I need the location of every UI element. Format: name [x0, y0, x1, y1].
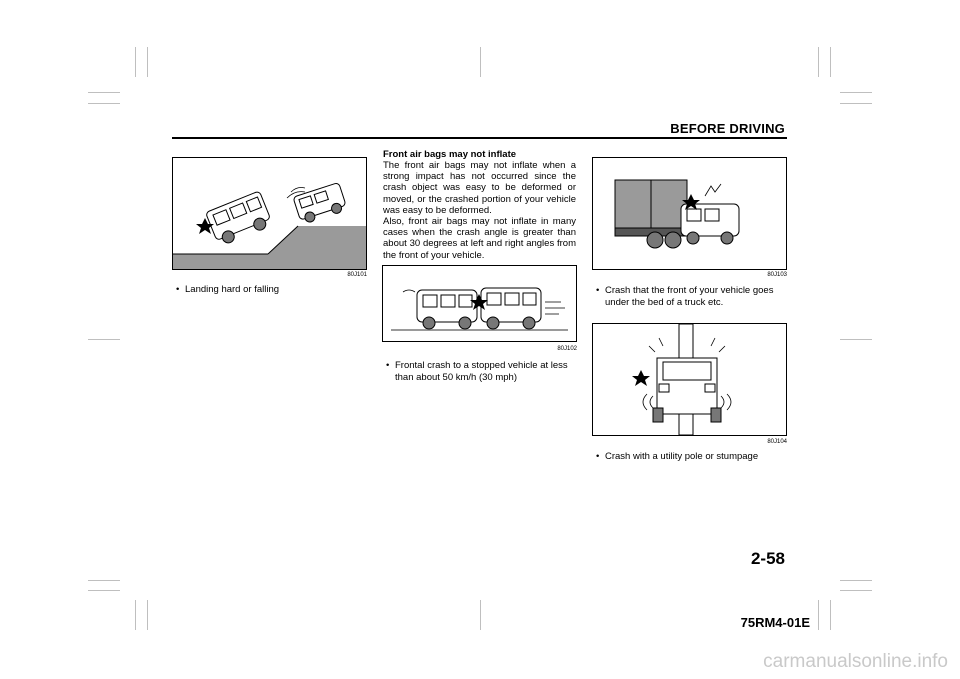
paragraph: Also, front air bags may not inflate in many cases when the crash angle is greater than about 30 degrees at left and right angles from the front of your vehicle. — [383, 216, 576, 261]
crop-mark — [840, 92, 872, 93]
truck-underride-illustration — [593, 158, 786, 269]
figure-frontal-crash — [382, 265, 577, 342]
utility-pole-illustration — [593, 324, 786, 435]
crop-mark — [135, 600, 136, 630]
crop-mark — [88, 92, 120, 93]
paragraph: The front air bags may not inflate when a strong impact has not occurred since the crash object was easy to be deformed or moved, or the crashed portion of your vehicle was easy to be deformed. — [383, 160, 576, 216]
figure-code: 80J102 — [557, 346, 577, 352]
crop-mark — [840, 590, 872, 591]
crop-mark — [147, 600, 148, 630]
document-code: 75RM4-01E — [740, 615, 810, 630]
bullet-text: Crash with a utility pole or stumpage — [605, 451, 759, 462]
figure-code: 80J101 — [347, 272, 367, 278]
figure-landing-hard — [172, 157, 367, 270]
section-heading: Front air bags may not inflate — [383, 149, 517, 160]
crop-mark — [840, 339, 872, 340]
crop-mark — [830, 600, 831, 630]
figure-code: 80J104 — [767, 439, 787, 445]
crop-mark — [830, 47, 831, 77]
page-number: 2-58 — [750, 549, 785, 568]
crop-mark — [88, 590, 120, 591]
figure-truck-underride — [592, 157, 787, 270]
crop-mark — [818, 600, 819, 630]
crop-mark — [840, 580, 872, 581]
section-title: BEFORE DRIVING — [670, 121, 785, 136]
crop-mark — [480, 47, 481, 77]
landing-hard-illustration — [173, 158, 366, 269]
bullet-item — [594, 285, 799, 308]
crop-mark — [818, 47, 819, 77]
bullet-item — [174, 284, 375, 296]
bullet-item — [384, 360, 587, 383]
crop-mark — [88, 339, 120, 340]
bullet-dot: • — [596, 451, 600, 462]
crop-mark — [135, 47, 136, 77]
frontal-crash-illustration — [383, 266, 576, 341]
bullet-dot: • — [176, 284, 180, 295]
bullet-dot: • — [596, 285, 600, 296]
crop-mark — [147, 47, 148, 77]
crop-mark — [88, 103, 120, 104]
bullet-text: Landing hard or falling — [185, 284, 280, 295]
figure-utility-pole — [592, 323, 787, 436]
bullet-dot: • — [386, 360, 390, 371]
figure-code: 80J103 — [767, 272, 787, 278]
bullet-text: Crash that the front of your vehicle goes under the bed of a truck etc. — [605, 285, 774, 308]
bullet-item — [594, 451, 799, 463]
bullet-text: Frontal crash to a stopped vehicle at less than about 50 km/h (30 mph) — [395, 360, 568, 383]
crop-mark — [88, 580, 120, 581]
watermark: carmanualsonline.info — [763, 651, 948, 672]
crop-mark — [840, 103, 872, 104]
header-rule — [172, 137, 787, 139]
crop-mark — [480, 600, 481, 630]
